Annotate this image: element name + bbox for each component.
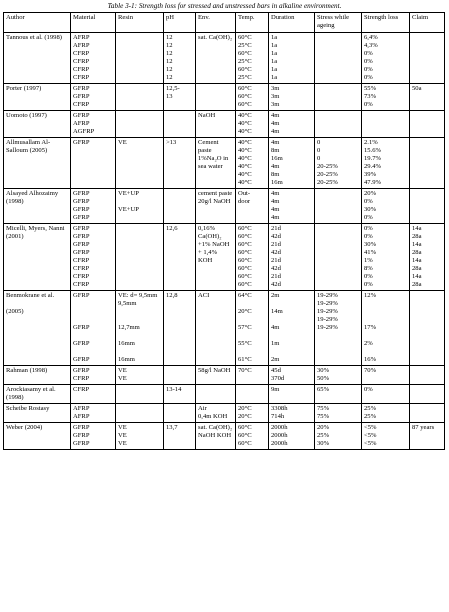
cell-temp bbox=[236, 33, 269, 84]
cell-author bbox=[4, 189, 71, 224]
cell-material bbox=[71, 111, 116, 138]
table-row bbox=[4, 138, 445, 189]
cell-text bbox=[118, 112, 161, 120]
cell-strength-loss bbox=[362, 138, 410, 189]
cell-env bbox=[196, 33, 236, 84]
cell-temp bbox=[236, 189, 269, 224]
cell-resin bbox=[116, 84, 164, 111]
cell-text bbox=[118, 34, 161, 42]
cell-text: 3308h 714h bbox=[271, 405, 288, 420]
header-row bbox=[4, 13, 445, 33]
cell-temp bbox=[236, 366, 269, 385]
cell-claim bbox=[410, 189, 445, 224]
cell-stress bbox=[315, 189, 362, 224]
cell-text: AFRP AFRP CFRP CFRP CFRP CFRP bbox=[73, 34, 90, 81]
cell-text: GFRP CFRP bbox=[73, 367, 90, 382]
col-header-author: Author bbox=[4, 13, 71, 33]
cell-text: ACI bbox=[198, 292, 210, 299]
cell-text: 4m 8m 16m 4m 8m 16m bbox=[271, 139, 283, 186]
cell-text: VE bbox=[118, 139, 127, 146]
cell-text bbox=[364, 112, 407, 120]
cell-material bbox=[71, 423, 116, 450]
cell-duration bbox=[269, 111, 315, 138]
cell-text: 12% 17% 2% 16% bbox=[364, 292, 377, 363]
cell-temp bbox=[236, 111, 269, 138]
col-header-claim: Claim bbox=[410, 13, 445, 33]
cell-text: 50a bbox=[412, 85, 422, 92]
cell-text: VE VE bbox=[118, 367, 127, 382]
cell-text: Tannous et al. (1998) bbox=[6, 34, 62, 41]
cell-text bbox=[412, 139, 442, 147]
cell-text: GFRP bbox=[73, 139, 90, 146]
cell-duration bbox=[269, 366, 315, 385]
cell-stress bbox=[315, 404, 362, 423]
cell-temp bbox=[236, 385, 269, 404]
cell-text: sat. Ca(OH)₂ bbox=[198, 34, 233, 41]
cell-text bbox=[118, 405, 161, 413]
cell-text bbox=[317, 190, 359, 198]
cell-text: 30% 50% bbox=[317, 367, 330, 382]
cell-material bbox=[71, 366, 116, 385]
cell-text: 9m bbox=[271, 386, 280, 393]
col-header-env: Env. bbox=[196, 13, 236, 33]
cell-text: NaOH bbox=[198, 112, 216, 119]
cell-text: Alsayed Alhozaimy (1998) bbox=[6, 190, 60, 205]
cell-text: GFRP GFRP GFRP GFRP bbox=[73, 292, 90, 363]
cell-text: 13,7 bbox=[166, 424, 178, 431]
cell-resin bbox=[116, 385, 164, 404]
cell-stress bbox=[315, 138, 362, 189]
cell-text: 1a 1a 1a 1a 1a 1a bbox=[271, 34, 278, 81]
cell-author bbox=[4, 84, 71, 111]
cell-material bbox=[71, 84, 116, 111]
cell-stress bbox=[315, 291, 362, 366]
cell-stress bbox=[315, 224, 362, 291]
cell-resin bbox=[116, 224, 164, 291]
cell-temp bbox=[236, 224, 269, 291]
cell-duration bbox=[269, 189, 315, 224]
cell-resin bbox=[116, 33, 164, 84]
cell-text: 60°C 60°C 60°C bbox=[238, 424, 252, 447]
cell-text: 20% 25% 30% bbox=[317, 424, 330, 447]
cell-stress bbox=[315, 366, 362, 385]
cell-ph bbox=[164, 423, 196, 450]
table-row bbox=[4, 189, 445, 224]
cell-claim bbox=[410, 423, 445, 450]
col-header-material: Material bbox=[71, 13, 116, 33]
cell-ph bbox=[164, 84, 196, 111]
cell-ph bbox=[164, 385, 196, 404]
cell-duration bbox=[269, 404, 315, 423]
cell-env bbox=[196, 138, 236, 189]
cell-duration bbox=[269, 84, 315, 111]
cell-text: 6,4% 4,3% 0% 0% 0% 0% bbox=[364, 34, 378, 81]
cell-text: >13 bbox=[166, 139, 177, 146]
cell-text: 55% 73% 0% bbox=[364, 85, 377, 108]
cell-text: VE+UP VE+UP bbox=[118, 190, 139, 213]
cell-text bbox=[317, 225, 359, 233]
cell-claim bbox=[410, 291, 445, 366]
cell-text: GFRP GFRP GFRP GFRP CFRP CFRP CFRP CFRP bbox=[73, 225, 90, 288]
cell-resin bbox=[116, 366, 164, 385]
cell-text bbox=[166, 112, 193, 120]
table-row bbox=[4, 366, 445, 385]
cell-resin bbox=[116, 111, 164, 138]
cell-author bbox=[4, 423, 71, 450]
cell-resin bbox=[116, 138, 164, 189]
cell-strength-loss bbox=[362, 366, 410, 385]
cell-text: 40°C 40°C 40°C bbox=[238, 112, 252, 135]
table-row bbox=[4, 111, 445, 138]
cell-text: 65% bbox=[317, 386, 330, 393]
cell-material bbox=[71, 291, 116, 366]
cell-material bbox=[71, 189, 116, 224]
cell-claim bbox=[410, 84, 445, 111]
cell-env bbox=[196, 423, 236, 450]
cell-temp bbox=[236, 291, 269, 366]
cell-temp bbox=[236, 423, 269, 450]
cell-text: Weber (2004) bbox=[6, 424, 43, 431]
cell-text bbox=[238, 386, 266, 394]
cell-claim bbox=[410, 224, 445, 291]
cell-author bbox=[4, 366, 71, 385]
cell-text bbox=[412, 386, 442, 394]
table-row bbox=[4, 385, 445, 404]
cell-resin bbox=[116, 423, 164, 450]
cell-duration bbox=[269, 385, 315, 404]
table-row bbox=[4, 423, 445, 450]
cell-text bbox=[412, 112, 442, 120]
cell-text: 13-14 bbox=[166, 386, 182, 393]
cell-env bbox=[196, 385, 236, 404]
cell-text bbox=[118, 85, 161, 93]
cell-text bbox=[412, 405, 442, 413]
cell-duration bbox=[269, 423, 315, 450]
cell-env bbox=[196, 366, 236, 385]
cell-material bbox=[71, 224, 116, 291]
cell-text: GFRP GFRP CFRP bbox=[73, 85, 90, 108]
cell-text: 60°C 25°C 60°C 25°C 60°C 25°C bbox=[238, 34, 252, 81]
col-header-stress: Stress while ageing bbox=[315, 13, 362, 33]
cell-text: 2000h 2000h 2000h bbox=[271, 424, 288, 447]
cell-material bbox=[71, 138, 116, 189]
cell-env bbox=[196, 224, 236, 291]
cell-text: 87 years bbox=[412, 424, 435, 431]
cell-ph bbox=[164, 111, 196, 138]
cell-text bbox=[412, 292, 442, 300]
cell-text: 40°C 40°C 40°C 40°C 40°C 40°C bbox=[238, 139, 252, 186]
cell-claim bbox=[410, 366, 445, 385]
cell-stress bbox=[315, 33, 362, 84]
cell-text: 4m 4m 4m bbox=[271, 112, 280, 135]
cell-ph bbox=[164, 224, 196, 291]
cell-text: 3m 3m 3m bbox=[271, 85, 280, 108]
cell-text bbox=[118, 225, 161, 233]
cell-text: 12,5- 13 bbox=[166, 85, 180, 100]
table-row bbox=[4, 33, 445, 84]
cell-strength-loss bbox=[362, 404, 410, 423]
cell-text: 0% 0% 30% 41% 1% 8% 0% 0% bbox=[364, 225, 377, 288]
cell-temp bbox=[236, 84, 269, 111]
cell-text: 12,8 bbox=[166, 292, 178, 299]
cell-text: 20°C 20°C bbox=[238, 405, 252, 420]
cell-claim bbox=[410, 138, 445, 189]
cell-text: 45d 370d bbox=[271, 367, 285, 382]
table-caption: Table 3-1: Strength loss for stressed and unstressed bars in alkaline environment. bbox=[107, 2, 342, 10]
cell-ph bbox=[164, 138, 196, 189]
cell-ph bbox=[164, 291, 196, 366]
cell-text: AFRP AFRP bbox=[73, 405, 90, 420]
cell-text bbox=[317, 85, 359, 93]
cell-text: 25% 25% bbox=[364, 405, 377, 420]
cell-ph bbox=[164, 33, 196, 84]
cell-text: 12 12 12 12 12 12 bbox=[166, 34, 173, 81]
cell-env bbox=[196, 189, 236, 224]
cell-text: Porter (1997) bbox=[6, 85, 42, 92]
cell-text: 60°C 60°C 60°C 60°C 60°C 60°C 60°C 60°C bbox=[238, 225, 252, 288]
cell-claim bbox=[410, 404, 445, 423]
cell-stress bbox=[315, 84, 362, 111]
strength-loss-table bbox=[3, 12, 445, 450]
cell-text bbox=[166, 405, 193, 413]
cell-claim bbox=[410, 33, 445, 84]
cell-text: 4m 4m 4m 4m bbox=[271, 190, 280, 221]
cell-env bbox=[196, 291, 236, 366]
cell-ph bbox=[164, 189, 196, 224]
cell-text: Micelli, Myers, Nanni (2001) bbox=[6, 225, 67, 240]
table-row bbox=[4, 224, 445, 291]
cell-text bbox=[198, 386, 233, 394]
cell-text: Benmokrane et al. (2005) bbox=[6, 292, 55, 315]
cell-text: CFRP bbox=[73, 386, 90, 393]
cell-env bbox=[196, 404, 236, 423]
cell-text bbox=[198, 85, 233, 93]
cell-text: 14a 28a 14a 28a 14a 28a 14a 28a bbox=[412, 225, 422, 288]
cell-text: VE VE VE bbox=[118, 424, 127, 447]
cell-author bbox=[4, 291, 71, 366]
cell-text: Arockiasamy et al. (1998) bbox=[6, 386, 58, 401]
cell-text: Allmusallam Al-Salloum (2005) bbox=[6, 139, 51, 154]
cell-claim bbox=[410, 111, 445, 138]
cell-text: GFRP AFRP AGFRP bbox=[73, 112, 95, 135]
cell-author bbox=[4, 138, 71, 189]
cell-text: Uomoto (1997) bbox=[6, 112, 47, 119]
cell-text bbox=[317, 34, 359, 42]
cell-stress bbox=[315, 111, 362, 138]
cell-text: cement paste 20g/l NaOH bbox=[198, 190, 234, 205]
cell-strength-loss bbox=[362, 84, 410, 111]
cell-strength-loss bbox=[362, 111, 410, 138]
cell-text: GFRP GFRP GFRP GFRP bbox=[73, 190, 90, 221]
cell-temp bbox=[236, 138, 269, 189]
cell-author bbox=[4, 111, 71, 138]
cell-text: GFRP GFRP GFRP bbox=[73, 424, 90, 447]
cell-claim bbox=[410, 385, 445, 404]
cell-material bbox=[71, 404, 116, 423]
cell-temp bbox=[236, 404, 269, 423]
cell-text: 21d 42d 21d 42d 21d 42d 21d 42d bbox=[271, 225, 281, 288]
cell-text: Out- door bbox=[238, 190, 251, 205]
cell-text bbox=[412, 367, 442, 375]
cell-text: 0% bbox=[364, 386, 373, 393]
cell-text: VE: d= 9,5mm 9,5mm 12,7mm 16mm 16mm bbox=[118, 292, 158, 363]
cell-env bbox=[196, 84, 236, 111]
col-header-temp: Temp. bbox=[236, 13, 269, 33]
cell-text bbox=[166, 190, 193, 198]
cell-text: 20% 0% 30% 0% bbox=[364, 190, 377, 221]
col-header-strength-loss: Strength loss bbox=[362, 13, 410, 33]
cell-strength-loss bbox=[362, 224, 410, 291]
cell-text bbox=[412, 190, 442, 198]
cell-strength-loss bbox=[362, 189, 410, 224]
cell-strength-loss bbox=[362, 291, 410, 366]
cell-author bbox=[4, 224, 71, 291]
table-row bbox=[4, 84, 445, 111]
cell-env bbox=[196, 111, 236, 138]
cell-text: 70% bbox=[364, 367, 377, 374]
cell-resin bbox=[116, 291, 164, 366]
cell-text: 75% 75% bbox=[317, 405, 330, 420]
cell-text: Rahman (1998) bbox=[6, 367, 48, 374]
cell-stress bbox=[315, 385, 362, 404]
table-body bbox=[4, 33, 445, 450]
cell-text: Scheibe Rostasy bbox=[6, 405, 50, 412]
cell-text: 58g/l NaOH bbox=[198, 367, 231, 374]
col-header-ph: pH bbox=[164, 13, 196, 33]
cell-strength-loss bbox=[362, 385, 410, 404]
cell-ph bbox=[164, 404, 196, 423]
cell-author bbox=[4, 385, 71, 404]
cell-strength-loss bbox=[362, 33, 410, 84]
cell-text: <5% <5% <5% bbox=[364, 424, 377, 447]
cell-author bbox=[4, 404, 71, 423]
cell-text bbox=[166, 367, 193, 375]
cell-author bbox=[4, 33, 71, 84]
cell-stress bbox=[315, 423, 362, 450]
cell-text bbox=[412, 34, 442, 42]
cell-text bbox=[317, 112, 359, 120]
col-header-resin: Resin bbox=[116, 13, 164, 33]
cell-text: Air 0,4m KOH bbox=[198, 405, 228, 420]
cell-duration bbox=[269, 33, 315, 84]
cell-material bbox=[71, 33, 116, 84]
cell-text: 64°C 20°C 57°C 55°C 61°C bbox=[238, 292, 252, 363]
cell-text: Cement paste 1%Na₂O in sea water bbox=[198, 139, 230, 170]
cell-text: 60°C 60°C 60°C bbox=[238, 85, 252, 108]
cell-ph bbox=[164, 366, 196, 385]
table-row bbox=[4, 404, 445, 423]
cell-resin bbox=[116, 404, 164, 423]
cell-text: 2.1% 15.6% 19.7% 29.4% 39% 47.9% bbox=[364, 139, 382, 186]
cell-text: 19-29% 19-29% 19-29% 19-29% 19-29% bbox=[317, 292, 338, 331]
cell-text: sat. Ca(OH)₂ NaOH KOH bbox=[198, 424, 234, 439]
table-row bbox=[4, 291, 445, 366]
cell-text: 2m 14m 4m 1m 2m bbox=[271, 292, 283, 363]
cell-text: 0,16% Ca(OH)₂ +1% NaOH + 1,4% KOH bbox=[198, 225, 232, 264]
cell-text bbox=[118, 386, 161, 394]
cell-strength-loss bbox=[362, 423, 410, 450]
cell-duration bbox=[269, 138, 315, 189]
cell-text: 12,6 bbox=[166, 225, 178, 232]
cell-duration bbox=[269, 224, 315, 291]
cell-text: 70°C bbox=[238, 367, 252, 374]
col-header-duration: Duration bbox=[269, 13, 315, 33]
cell-resin bbox=[116, 189, 164, 224]
cell-duration bbox=[269, 291, 315, 366]
cell-material bbox=[71, 385, 116, 404]
cell-text: 0 0 0 20-25% 20-25% 20-25% bbox=[317, 139, 338, 186]
